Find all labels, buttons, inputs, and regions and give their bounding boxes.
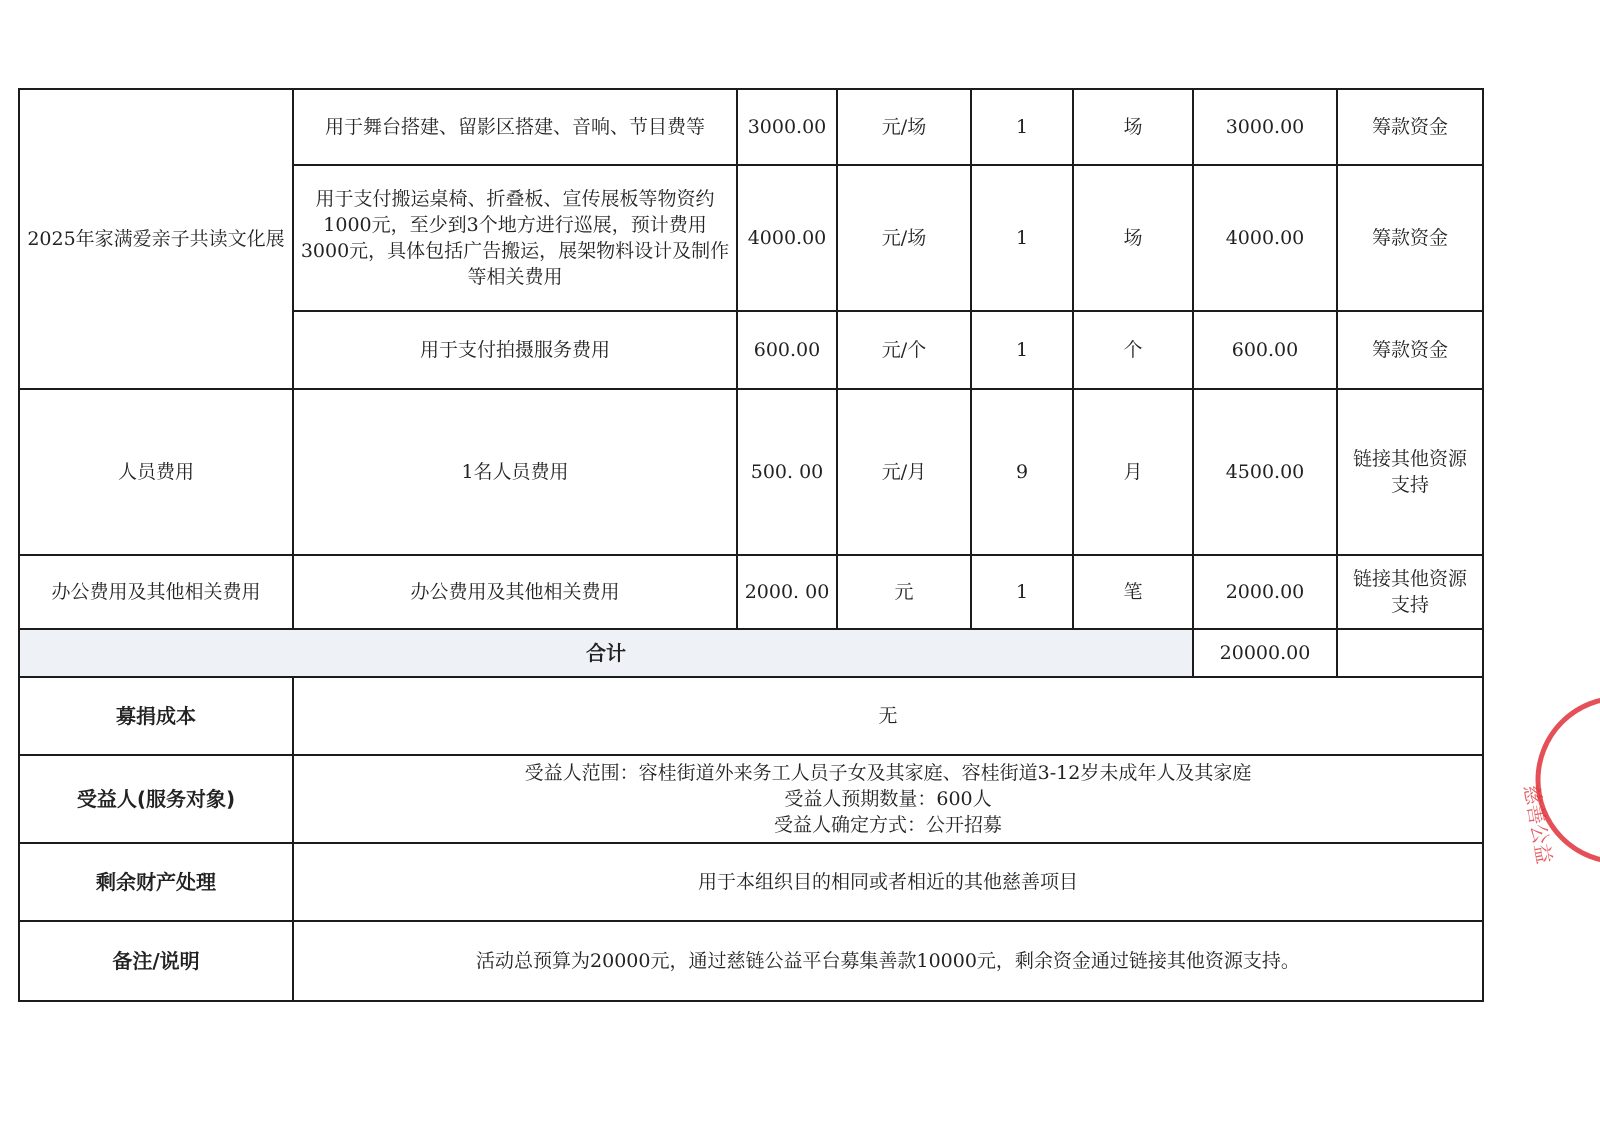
row-1-qty-unit: 场 — [1072, 88, 1194, 166]
office-name: 办公费用及其他相关费用 — [18, 554, 294, 630]
seal-text: 慈善公益 — [1519, 782, 1557, 866]
beneficiary-value — [292, 754, 1484, 844]
row-1-unit: 元/场 — [836, 88, 972, 166]
office-qty-unit: 笔 — [1072, 554, 1194, 630]
row-1-price: 3000.00 — [736, 88, 838, 166]
row-2-qty: 1 — [970, 164, 1074, 312]
total-label-cell — [18, 628, 1194, 678]
row-3-source: 筹款资金 — [1336, 310, 1484, 390]
personnel-qty: 9 — [970, 388, 1074, 556]
beneficiary-method: 受益人确定方式：公开招募 — [773, 814, 1002, 836]
beneficiary-label: 受益人(服务对象) — [18, 754, 294, 844]
personnel-price: 500. 00 — [736, 388, 838, 556]
cost-label: 募捐成本 — [18, 676, 294, 756]
surplus-label: 剩余财产处理 — [18, 842, 294, 922]
personnel-amount: 4500.00 — [1192, 388, 1338, 556]
office-price: 2000. 00 — [736, 554, 838, 630]
surplus-value: 用于本组织目的相同或者相近的其他慈善项目 — [292, 842, 1484, 922]
office-amount: 2000.00 — [1192, 554, 1338, 630]
row-3-qty-unit: 个 — [1072, 310, 1194, 390]
row-2-price: 4000.00 — [736, 164, 838, 312]
row-1-content: 用于舞台搭建、留影区搭建、音响、节目费等 — [292, 88, 738, 166]
row-3-content: 用于支付拍摄服务费用 — [292, 310, 738, 390]
total-label: 合计 — [586, 641, 626, 665]
remark-label: 备注/说明 — [18, 920, 294, 1002]
row-1-qty: 1 — [970, 88, 1074, 166]
personnel-source: 链接其他资源支持 — [1336, 388, 1484, 556]
group-name-cell — [18, 88, 294, 390]
row-2-content: 用于支付搬运桌椅、折叠板、宣传展板等物资约1000元，至少到3个地方进行巡展，预计费用3000元，具体包括广告搬运，展架物料设计及制作等相关费用 — [292, 164, 738, 312]
total-amount: 20000.00 — [1192, 628, 1338, 678]
office-unit: 元 — [836, 554, 972, 630]
remark-value: 活动总预算为20000元，通过慈链公益平台募集善款10000元，剩余资金通过链接其他资源支持。 — [292, 920, 1484, 1002]
office-qty: 1 — [970, 554, 1074, 630]
row-3-unit: 元/个 — [836, 310, 972, 390]
row-1-amount: 3000.00 — [1192, 88, 1338, 166]
personnel-qty-unit: 月 — [1072, 388, 1194, 556]
beneficiary-scope: 受益人范围：容桂街道外来务工人员子女及其家庭、容桂街道3-12岁未成年人及其家庭 — [524, 762, 1252, 784]
office-source: 链接其他资源支持 — [1336, 554, 1484, 630]
row-2-qty-unit: 场 — [1072, 164, 1194, 312]
red-seal-stamp — [1500, 690, 1600, 870]
row-3-amount: 600.00 — [1192, 310, 1338, 390]
personnel-unit: 元/月 — [836, 388, 972, 556]
row-2-unit: 元/场 — [836, 164, 972, 312]
row-2-amount: 4000.00 — [1192, 164, 1338, 312]
row-2-source: 筹款资金 — [1336, 164, 1484, 312]
beneficiary-count: 受益人预期数量：600人 — [784, 788, 992, 810]
row-1-source: 筹款资金 — [1336, 88, 1484, 166]
personnel-content: 1名人员费用 — [292, 388, 738, 556]
personnel-name: 人员费用 — [18, 388, 294, 556]
total-empty — [1336, 628, 1484, 678]
group-name: 2025年家满爱亲子共读文化展 — [27, 228, 285, 250]
row-3-qty: 1 — [970, 310, 1074, 390]
row-3-price: 600.00 — [736, 310, 838, 390]
cost-value: 无 — [292, 676, 1484, 756]
office-content: 办公费用及其他相关费用 — [292, 554, 738, 630]
